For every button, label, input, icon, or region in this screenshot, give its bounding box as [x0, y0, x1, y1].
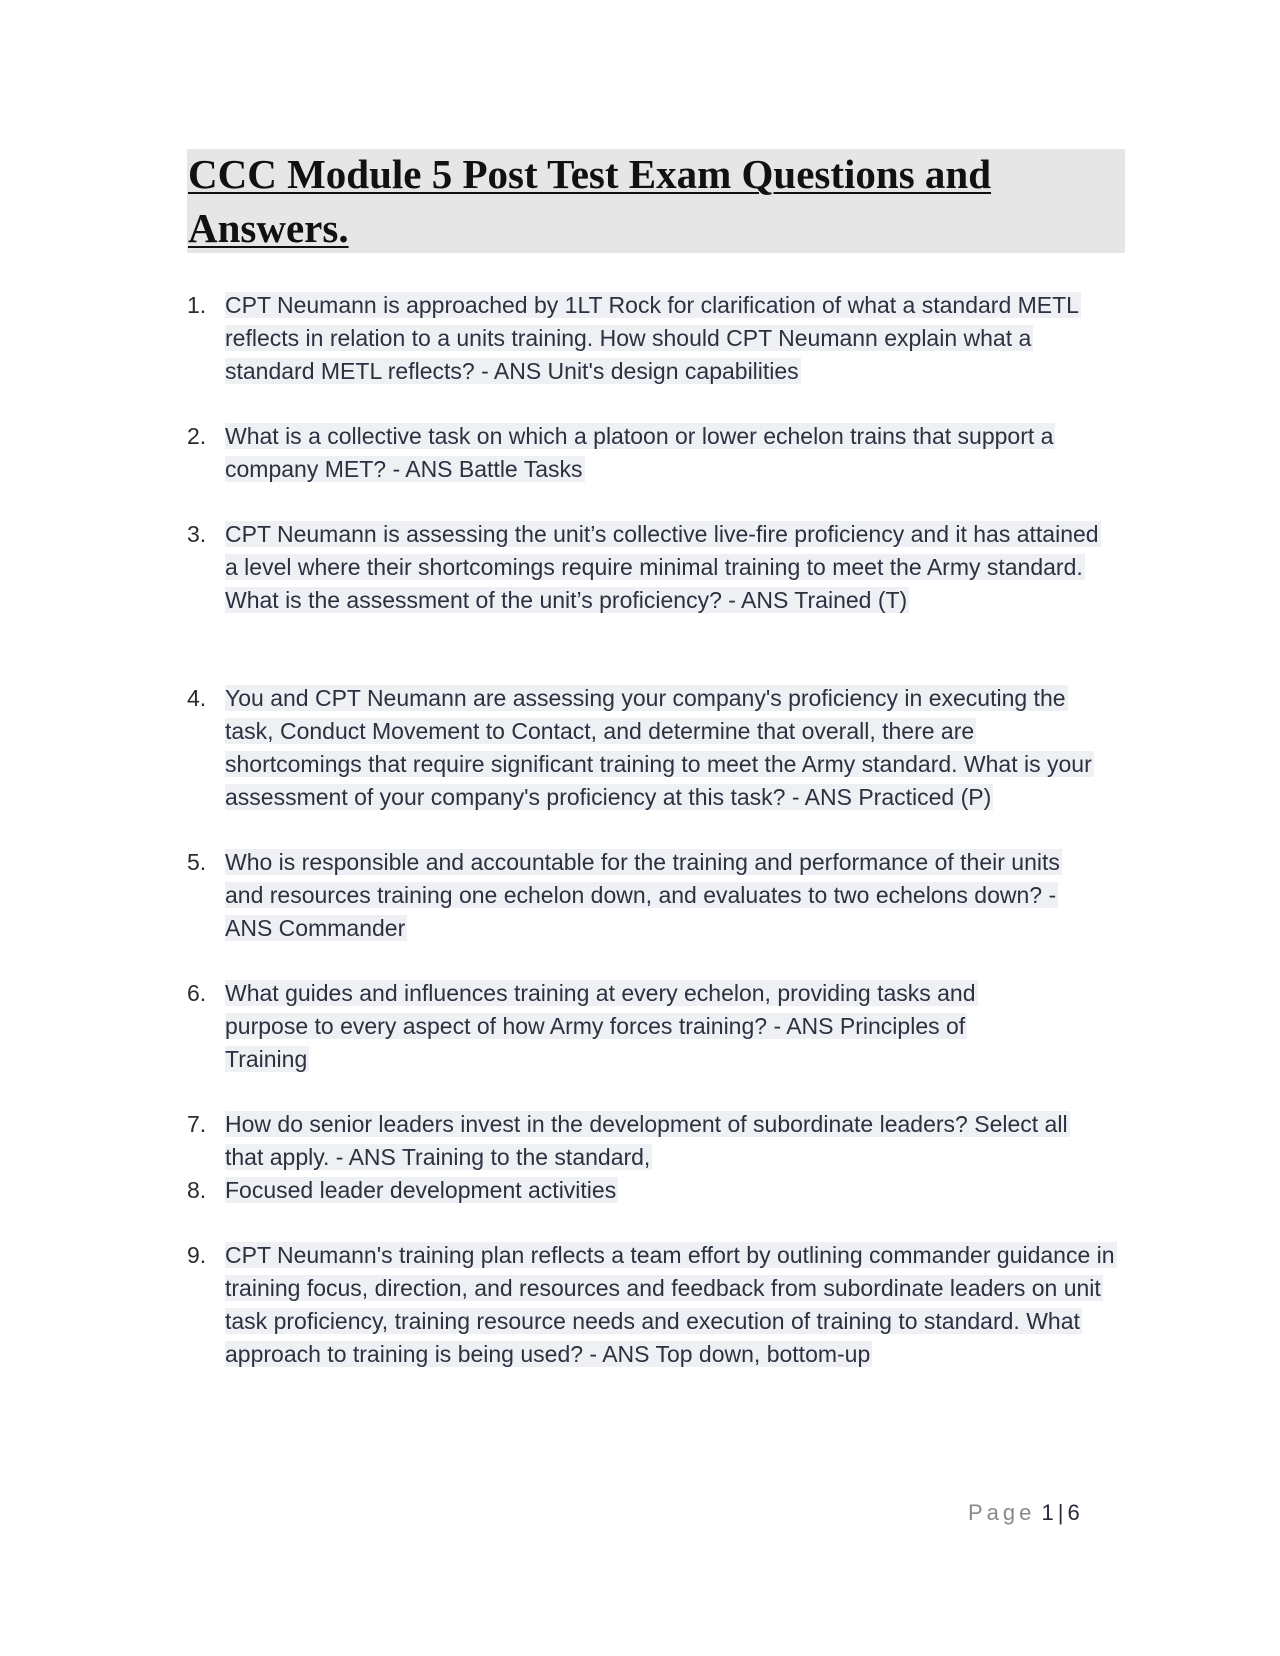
page-separator: |	[1057, 1500, 1064, 1525]
item-number: 1.	[187, 292, 207, 318]
item-number: 4.	[187, 685, 207, 711]
item-text: CPT Neumann's training plan reflects a team effort by outlining commander guidance in training focus, direction, and resources and feedback from subordinate leaders on unit task proficiency, training resource needs and execution of training to standard. What approach to training is being used? - ANS Top down, bottom-up	[225, 1242, 1115, 1367]
total-pages-number: 6	[1067, 1500, 1080, 1525]
item-text: You and CPT Neumann are assessing your company's proficiency in executing the task, Conduct Movement to Contact, and determine that overall, there are shortcomings that require significant training to meet the Army standard. What is your assessment of your company's proficiency at this task? - ANS Practiced (P)	[225, 685, 1092, 810]
item-number: 3.	[187, 521, 207, 547]
item-text: Who is responsible and accountable for the training and performance of their units and resources training one echelon down, and evaluates to two echelons down? - ANS Commander	[225, 849, 1060, 941]
item-text: CPT Neumann is approached by 1LT Rock for clarification of what a standard METL reflects in relation to a units training. How should CPT Neumann explain what a standard METL reflects? - ANS Unit's design capabilities	[225, 292, 1079, 384]
item-number: 2.	[187, 423, 207, 449]
item-number: 5.	[187, 849, 207, 875]
item-text: CPT Neumann is assessing the unit’s collective live-fire proficiency and it has attained a level where their shortcomings require minimal training to meet the Army standard. What is the assessment of the unit’s proficiency? - ANS Trained (T)	[225, 521, 1099, 613]
title-block	[187, 149, 1125, 253]
item-text: How do senior leaders invest in the development of subordinate leaders? Select all that apply. - ANS Training to the standard,	[225, 1111, 1068, 1170]
current-page-number: 1	[1041, 1500, 1054, 1525]
item-number: 6.	[187, 980, 207, 1006]
page-label: Page	[968, 1500, 1036, 1525]
item-text: Focused leader development activities	[225, 1177, 617, 1203]
document-title: CCC Module 5 Post Test Exam Questions and Answers.	[188, 151, 992, 251]
item-number: 8.	[187, 1177, 207, 1203]
item-number: 9.	[187, 1242, 207, 1268]
item-text: What is a collective task on which a platoon or lower echelon trains that support a company MET? - ANS Battle Tasks	[225, 423, 1054, 482]
item-text: What guides and influences training at every echelon, providing tasks and purpose to every aspect of how Army forces training? - ANS Principles of Training	[225, 980, 976, 1072]
page-footer	[968, 1498, 1080, 1528]
item-number: 7.	[187, 1111, 207, 1137]
